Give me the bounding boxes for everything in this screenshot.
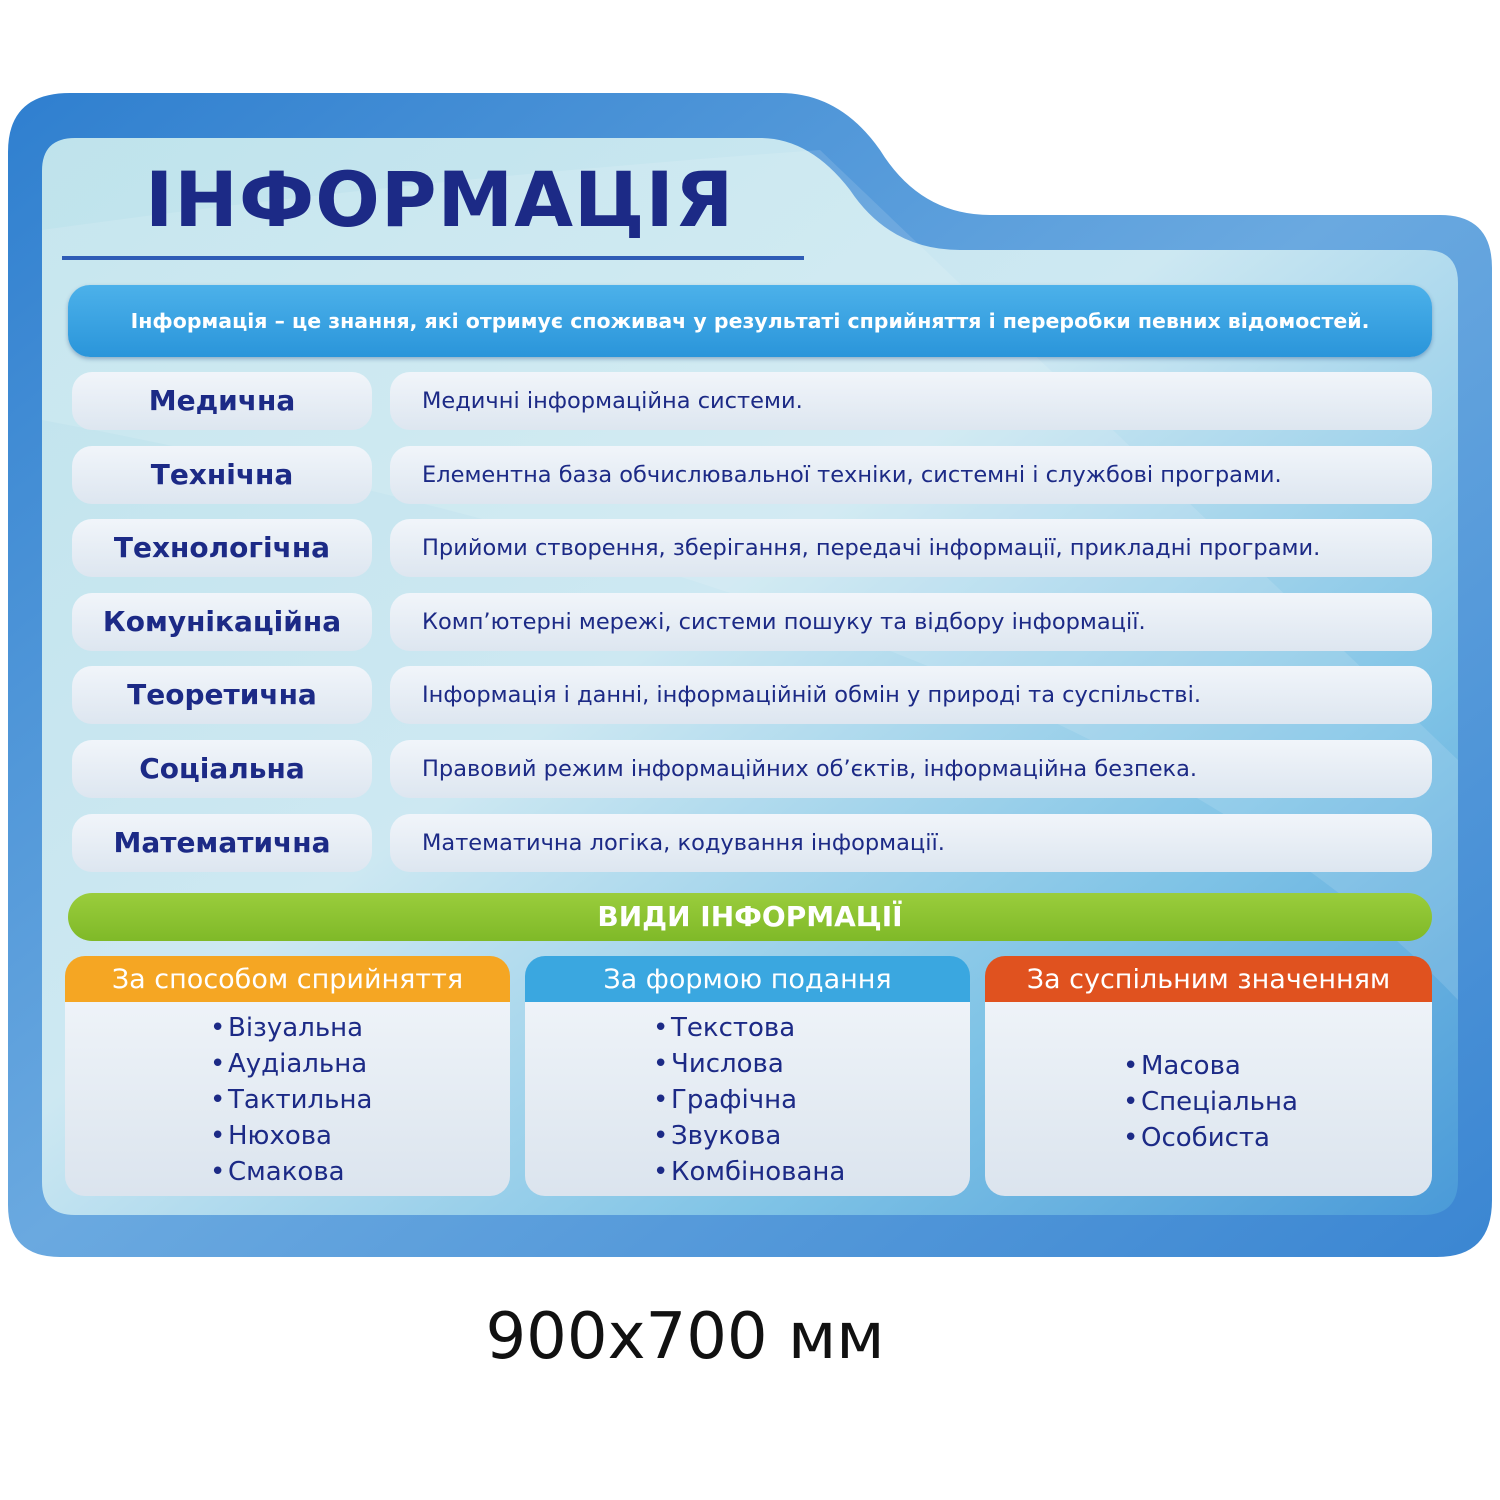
list-item: • Комбінована	[653, 1154, 1098, 1190]
category-row-communication	[72, 593, 1432, 653]
category-row-mathematical	[72, 814, 1432, 874]
bullet-icon: •	[653, 1049, 669, 1079]
category-row-technological	[72, 519, 1432, 579]
category-description: Правовий режим інформаційних об’єктів, інформаційна безпека.	[390, 740, 1432, 798]
column-body	[65, 1002, 510, 1196]
list-item: • Масова	[1123, 1048, 1500, 1084]
category-row-technical	[72, 446, 1432, 506]
bullet-icon: •	[653, 1121, 669, 1151]
bullet-icon: •	[210, 1013, 226, 1043]
list-item: • Нюхова	[210, 1118, 655, 1154]
column-social-significance	[985, 956, 1432, 1196]
category-description: Елементна база обчислювальної техніки, системні і службові програми.	[390, 446, 1432, 504]
size-caption: 900x700 мм	[485, 1300, 885, 1374]
category-row-social	[72, 740, 1432, 800]
list-item: • Смакова	[210, 1154, 655, 1190]
category-description: Комп’ютерні мережі, системи пошуку та відбору інформації.	[390, 593, 1432, 651]
column-list	[985, 1048, 1500, 1156]
page-title: ІНФОРМАЦІЯ	[145, 155, 735, 244]
column-body	[985, 1002, 1432, 1196]
category-label: Технічна	[72, 446, 372, 504]
list-item: • Особиста	[1123, 1120, 1500, 1156]
column-header: За способом сприйняття	[65, 956, 510, 1004]
category-label: Математична	[72, 814, 372, 872]
bullet-icon: •	[1123, 1087, 1139, 1117]
list-item: • Графічна	[653, 1082, 1098, 1118]
category-description: Прийоми створення, зберігання, передачі інформації, прикладні програми.	[390, 519, 1432, 577]
category-label: Медична	[72, 372, 372, 430]
list-item: • Числова	[653, 1046, 1098, 1082]
bullet-icon: •	[653, 1085, 669, 1115]
types-banner: ВИДИ ІНФОРМАЦІЇ	[68, 893, 1432, 941]
list-item: • Звукова	[653, 1118, 1098, 1154]
category-description: Інформація і данні, інформаційній обмін у природі та суспільстві.	[390, 666, 1432, 724]
column-body	[525, 1002, 970, 1196]
bullet-icon: •	[653, 1157, 669, 1187]
bullet-icon: •	[210, 1049, 226, 1079]
bullet-icon: •	[653, 1013, 669, 1043]
definition-banner: Інформація – це знання, які отримує споживач у результаті сприйняття і переробки певних відомостей.	[68, 285, 1432, 357]
category-description: Математична логіка, кодування інформації.	[390, 814, 1432, 872]
category-description: Медичні інформаційна системи.	[390, 372, 1432, 430]
category-label: Комунікаційна	[72, 593, 372, 651]
bullet-icon: •	[210, 1121, 226, 1151]
list-item: • Спеціальна	[1123, 1084, 1500, 1120]
list-item: • Тактильна	[210, 1082, 655, 1118]
list-item: • Візуальна	[210, 1010, 655, 1046]
category-row-medical	[72, 372, 1432, 432]
category-label: Технологічна	[72, 519, 372, 577]
column-header: За суспільним значенням	[985, 956, 1432, 1004]
category-row-theoretical	[72, 666, 1432, 726]
list-item: • Текстова	[653, 1010, 1098, 1046]
category-label: Соціальна	[72, 740, 372, 798]
bullet-icon: •	[1123, 1123, 1139, 1153]
category-label: Теоретична	[72, 666, 372, 724]
list-item: • Аудіальна	[210, 1046, 655, 1082]
bullet-icon: •	[1123, 1051, 1139, 1081]
bullet-icon: •	[210, 1157, 226, 1187]
column-form	[525, 956, 970, 1196]
title-underline	[62, 256, 804, 260]
column-perception	[65, 956, 510, 1196]
bullet-icon: •	[210, 1085, 226, 1115]
column-header: За формою подання	[525, 956, 970, 1004]
